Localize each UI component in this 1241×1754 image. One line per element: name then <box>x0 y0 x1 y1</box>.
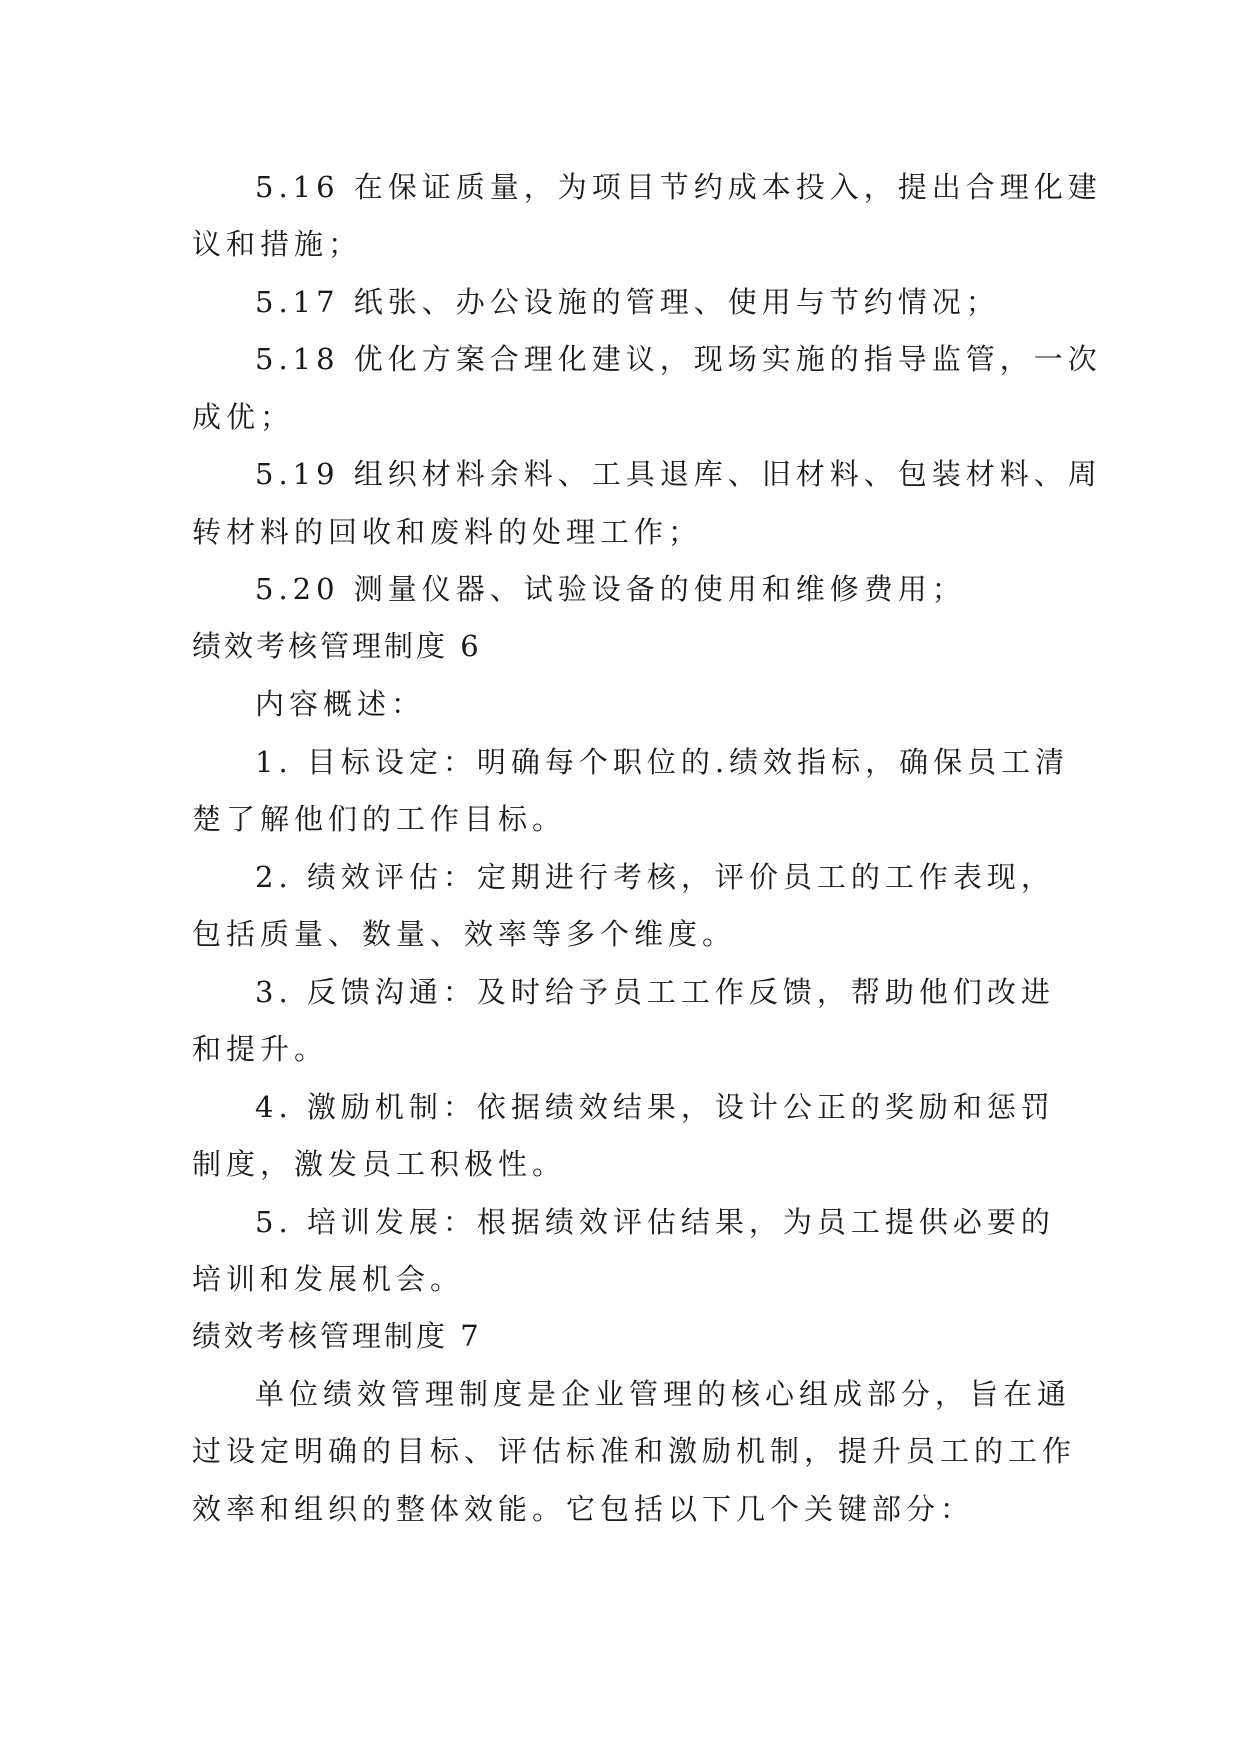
text-line: 转材料的回收和废料的处理工作； <box>192 515 703 549</box>
text-line: 2. 绩效评估：定期进行考核，评价员工的工作表现， <box>255 860 1055 894</box>
text-line: 单位绩效管理制度是企业管理的核心组成部分，旨在通 <box>255 1377 1072 1411</box>
text-line: 5.19 组织材料余料、工具退库、旧材料、包装材料、周 <box>255 457 1102 491</box>
text-line: 5.20 测量仪器、试验设备的使用和维修费用； <box>255 572 966 606</box>
text-line: 成优； <box>192 400 295 434</box>
text-line: 过设定明确的目标、评估标准和激励机制，提升员工的工作 <box>192 1434 1077 1468</box>
text-line: 培训和发展机会。 <box>192 1262 465 1296</box>
text-line: 内容概述： <box>255 687 426 721</box>
text-line: 包括质量、数量、效率等多个维度。 <box>192 917 737 951</box>
text-line: 效率和组织的整体效能。它包括以下几个关键部分： <box>192 1492 975 1526</box>
text-line: 4. 激励机制：依据绩效结果，设计公正的奖励和惩罚 <box>255 1090 1055 1124</box>
section-heading: 绩效考核管理制度 6 <box>192 629 482 663</box>
text-line: 3. 反馈沟通：及时给予员工工作反馈，帮助他们改进 <box>255 975 1055 1009</box>
text-line: 制度，激发员工积极性。 <box>192 1147 567 1181</box>
text-line: 5.17 纸张、办公设施的管理、使用与节约情况； <box>255 285 1000 319</box>
text-line: 5.16 在保证质量，为项目节约成本投入，提出合理化建 <box>255 170 1102 204</box>
text-line: 议和措施； <box>192 227 363 261</box>
text-line: 5. 培训发展：根据绩效评估结果，为员工提供必要的 <box>255 1205 1055 1239</box>
text-line: 1. 目标设定：明确每个职位的.绩效指标，确保员工清 <box>255 745 1070 779</box>
section-heading: 绩效考核管理制度 7 <box>192 1319 482 1353</box>
text-line: 和提升。 <box>192 1032 329 1066</box>
text-line: 5.18 优化方案合理化建议，现场实施的指导监管，一次 <box>255 342 1102 376</box>
text-line: 楚了解他们的工作目标。 <box>192 802 567 836</box>
